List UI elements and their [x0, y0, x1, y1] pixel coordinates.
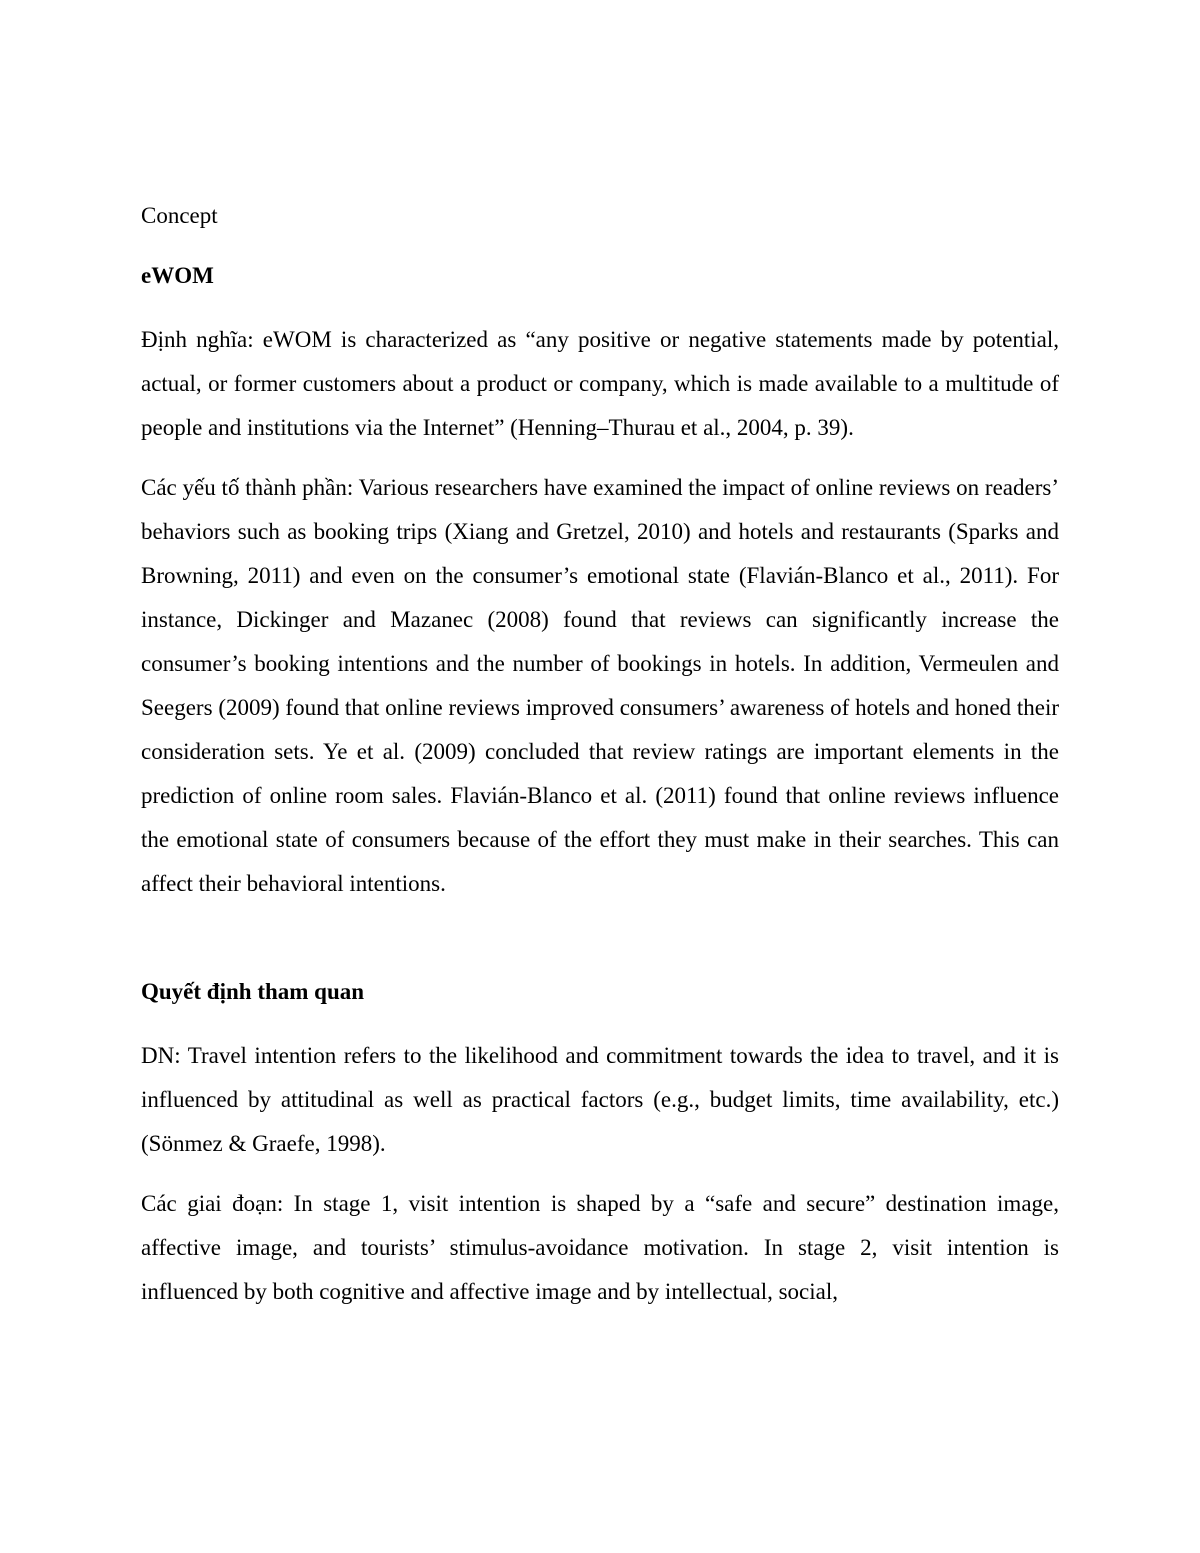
- paragraph-definition: Định nghĩa: eWOM is characterized as “any positive or negative statements made by potential, actual, or former customers about a product or company, which is made available to a multitude of people and institutions via the Internet” (Henning–Thurau et al., 2004, p. 39).: [141, 327, 1059, 440]
- paragraph-stages: Các giai đoạn: In stage 1, visit intention is shaped by a “safe and secure” destination image, affective image, and tourists’ stimulus-avoidance motivation. In stage 2, visit intention is influenced by both cognitive and affective image and by intellectual, social,: [141, 1191, 1059, 1304]
- section-heading-visit-decision: Quyết định tham quan: [141, 979, 365, 1004]
- paragraph-components: Các yếu tố thành phần: Various researchers have examined the impact of online reviews on readers’ behaviors such as booking trips (Xiang and Gretzel, 2010) and hotels and restaurants (Sparks and Browning, 2011) and even on the consumer’s emotional state (Flavián-Blanco et al., 2011). For instance, Dickinger and Mazanec (2008) found that reviews can significantly increase the consumer’s booking intentions and the number of bookings in hotels. In addition, Vermeulen and Seegers (2009) found that online reviews improved consumers’ awareness of hotels and honed their consideration sets. Ye et al. (2009) concluded that review ratings are important elements in the prediction of online room sales. Flavián-Blanco et al. (2011) found that online reviews influence the emotional state of consumers because of the effort they must make in their searches. This can affect their behavioral intentions.: [141, 475, 1059, 896]
- section-heading-ewom: eWOM: [141, 263, 214, 288]
- paragraph-dn: DN: Travel intention refers to the likelihood and commitment towards the idea to travel, and it is influenced by attitudinal as well as practical factors (e.g., budget limits, time availability, etc.) (Sönmez & Graefe, 1998).: [141, 1043, 1059, 1156]
- section-title-concept: Concept: [141, 203, 218, 228]
- document-body: [141, 198, 1059, 1330]
